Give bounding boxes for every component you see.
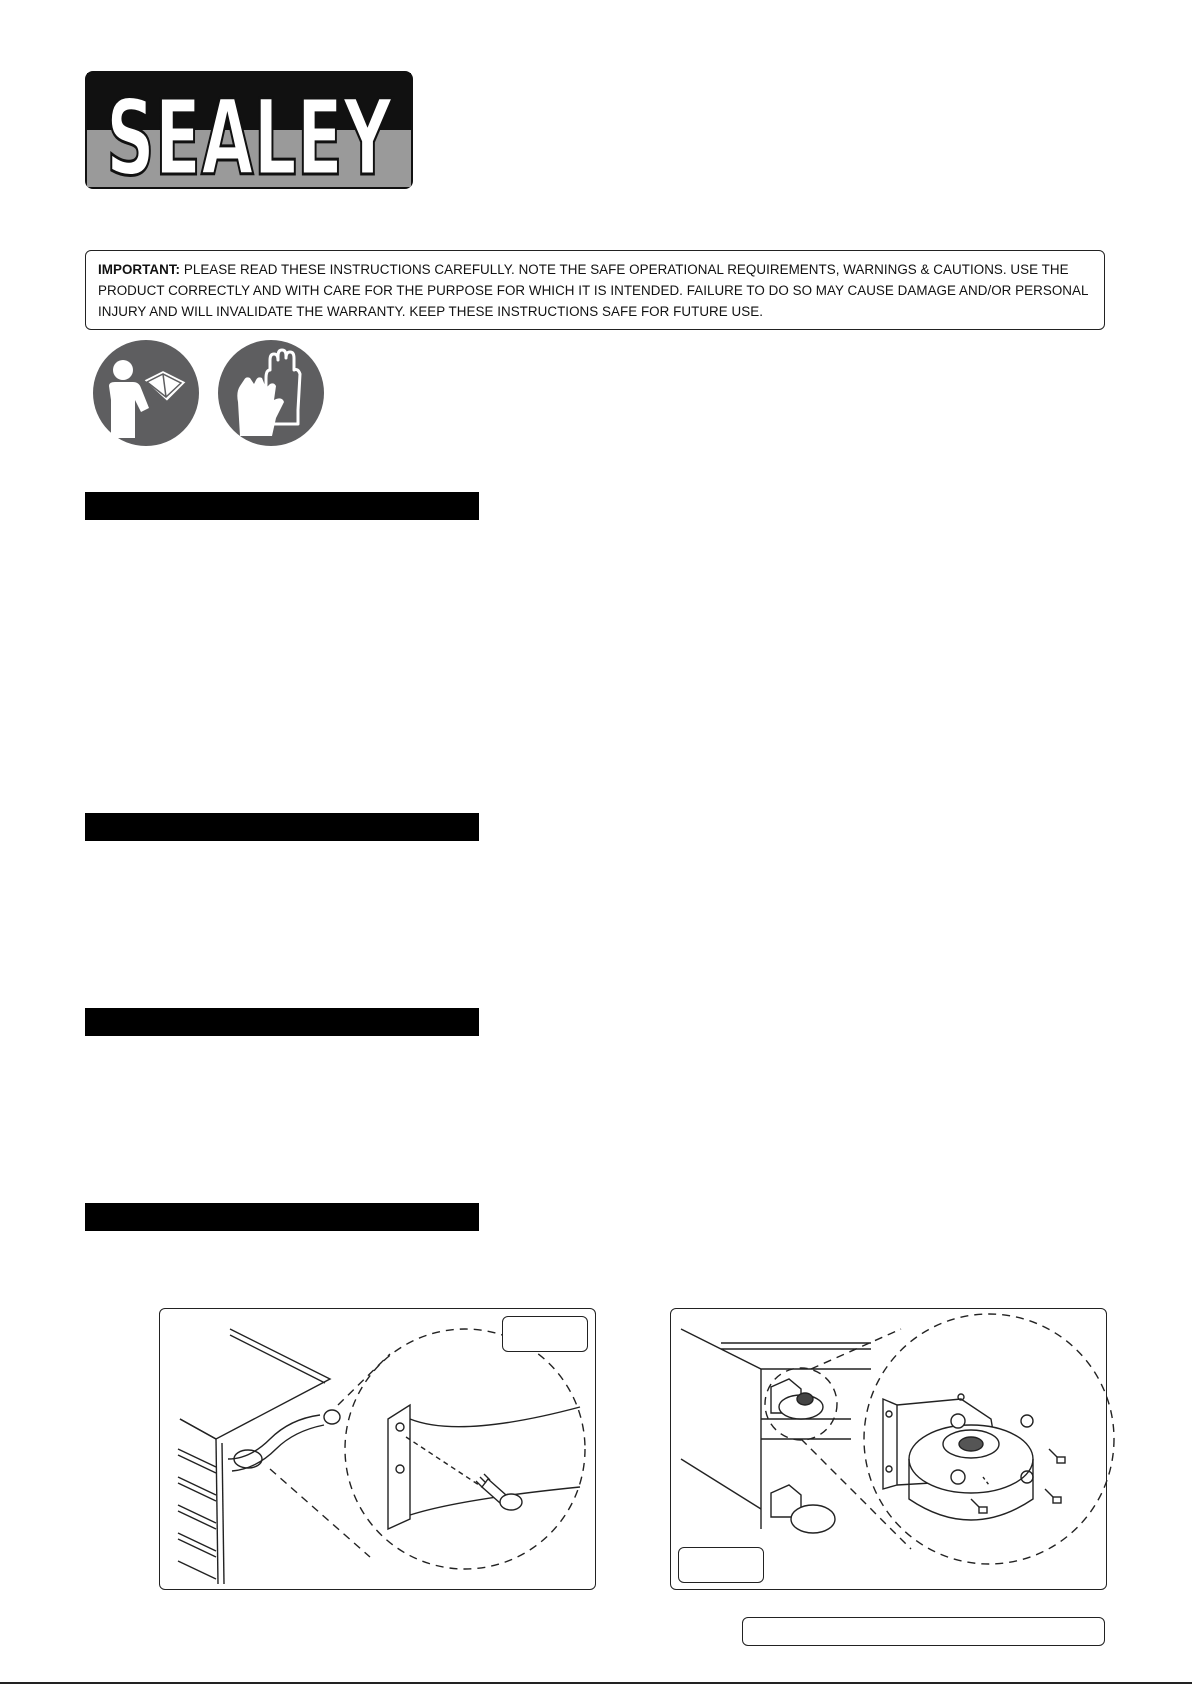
figure-1-label-box [502,1316,588,1352]
section-header-bar-4 [85,1203,479,1231]
figure-2-label-box [678,1547,764,1583]
footer-reference-box [742,1617,1105,1646]
section-header-bar-2 [85,813,479,841]
read-manual-icon [93,340,199,446]
sealey-logo-graphic [87,73,411,199]
wear-gloves-icon [218,340,324,446]
figure-2-castor-mounting [670,1308,1107,1590]
section-header-bar-1 [85,492,479,520]
logo-wordmark: SEALEY [106,77,394,199]
notice-body: PLEASE READ THESE INSTRUCTIONS CAREFULLY. NOTE THE SAFE OPERATIONAL REQUIREMENTS, WARNINGS & CAUTIONS. USE THE PRODUCT CORRECTLY AND WITH CARE FOR THE PURPOSE FOR WHICH IT IS INTENDED. FAILURE TO DO SO MAY CAUSE DAMAGE AND/OR PERSONAL INJURY AND WILL INVALIDATE THE WARRANTY. KEEP THESE INSTRUCTIONS SAFE FOR FUTURE USE. [98,262,1089,319]
sealey-logo [85,71,413,199]
section-header-bar-3 [85,1008,479,1036]
notice-lead: IMPORTANT: [98,262,181,277]
figure-1-handle-bolt [159,1308,596,1590]
important-notice [85,250,1105,330]
bottom-rule [0,1682,1192,1684]
